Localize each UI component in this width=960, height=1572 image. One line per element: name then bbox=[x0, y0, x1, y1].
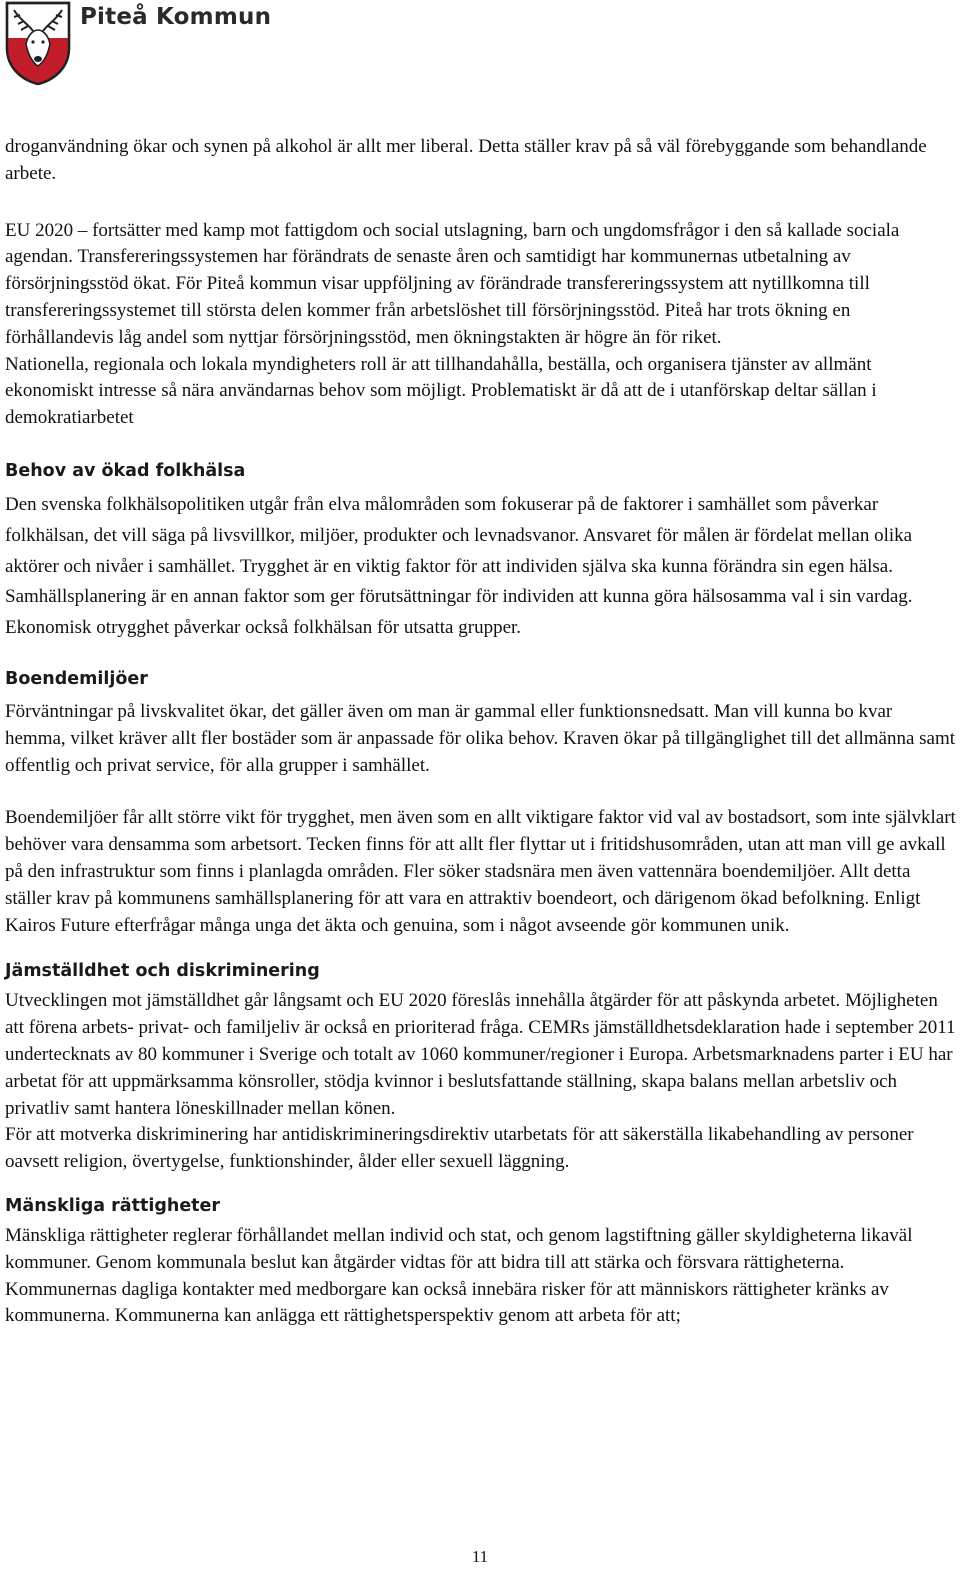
heading-boendemiljoer: Boendemiljöer bbox=[5, 668, 148, 689]
paragraph-boende-2: Boendemiljöer får allt större vikt för trygghet, men även som en allt viktigare faktor vid val av bostadsort, som inte självklart behöver vara densamma som arbetsort. Tecken finns för att allt fler flyttar ut i fritidshusområden, utan att man vill ge avkall på den infrastruktur som finns i planlagda områden. Fler söker stadsnära men även vattennära boendemiljöer. Allt detta ställer krav på kommunens samhällsplanering för att vara en attraktiv boendeort, och därigenom ökad befolkning. Enligt Kairos Future efterfrågar många unga det äkta och genuina, som i något avseende gör kommunen unik. bbox=[5, 807, 956, 936]
paragraph-intro: droganvändning ökar och synen på alkohol är allt mer liberal. Detta ställer krav på så väl förebyggande som behandlande arbete. bbox=[5, 136, 927, 184]
paragraph-jamstalldhet-2: För att motverka diskriminering har antidiskrimineringsdirektiv utarbetats för att säkerställa likabehandling av personer oavsett religion, övertygelse, funktionshinder, ålder eller sexuell läggning. bbox=[5, 1124, 914, 1173]
document-body bbox=[5, 134, 957, 1330]
page-number: 11 bbox=[471, 1547, 489, 1566]
heading-manskliga-rattigheter: Mänskliga rättigheter bbox=[5, 1195, 221, 1216]
paragraph-eu2020: EU 2020 – fortsätter med kamp mot fattigdom och social utslagning, barn och ungdomsfrågor i den så kallade sociala agendan. Transfereringssystemen har förändrats de senaste åren och samtidigt har kommunernas utbetalning av försörjningsstöd ökat. För Piteå kommun visar uppföljning av förändrade transfereringssystem att nytillkomna till transfereringssystemet till största delen kommer från arbetslöshet till försörjningsstöd. Piteå har trots ökning en förhållandevis låg andel som nyttjar försörjningsstöd, men ökningstakten är högre än för riket. bbox=[5, 219, 900, 348]
page-header bbox=[2, 0, 402, 90]
brand-name: Piteå Kommun bbox=[80, 4, 272, 30]
heading-jamstalldhet: Jämställdhet och diskriminering bbox=[5, 961, 320, 982]
paragraph-boende-1: Förväntningar på livskvalitet ökar, det gäller även om man är gammal eller funktionsnedsatt. Man vill kunna bo kvar hemma, vilket kräver allt fler bostäder som är anpassade för olika behov. Kraven ökar på tillgänglighet till det allmänna samt offentlig och privat service, för alla grupper i samhället. bbox=[5, 700, 956, 776]
paragraph-folkhalsa: Den svenska folkhälsopolitiken utgår från elva målområden som fokuserar på de faktorer i samhället som påverkar folkhälsan, det vill säga på livsvillkor, miljöer, produkter och levnadsvanor. Ansvaret för målen är fördelat mellan olika aktörer och nivåer i samhället. Trygghet är en viktig faktor för att individen själva ska kunna förändra sin egen hälsa. Samhällsplanering är en annan faktor som ger förutsättningar för individen att kunna göra hälsosamma val i sin vardag. Ekonomisk otrygghet påverkar också folkhälsan för utsatta grupper. bbox=[5, 493, 913, 639]
heading-folkhalsa: Behov av ökad folkhälsa bbox=[5, 460, 246, 481]
paragraph-manskliga-rattigheter: Mänskliga rättigheter reglerar förhållandet mellan individ och stat, och genom lagstiftning gäller skyldigheterna likaväl kommuner. Genom kommunala beslut kan åtgärder vidtas för att bidra till att stärka och försvara rättigheterna. Kommunernas dagliga kontakter med medborgare kan också innebära risker för att människors rättigheter kränks av kommunerna. Kommunerna kan anlägga ett rättighetsperspektiv genom att arbeta för att; bbox=[5, 1224, 913, 1327]
reindeer-coat-of-arms-icon bbox=[4, 0, 72, 86]
paragraph-jamstalldhet-1: Utvecklingen mot jämställdhet går långsamt och EU 2020 föreslås innehålla åtgärder för att påskynda arbetet. Möjligheten att förena arbets- privat- och familjeliv är också en prioriterad fråga. CEMRs jämställdhetsdeklaration hade i september 2011 undertecknats av 80 kommuner i Sverige och totalt av 1060 kommuner/regioner i Europa. Arbetsmarknadens parter i EU har arbetat för att uppmärksamma könsroller, stödja kvinnor i beslutsfattande ställning, skapa balans mellan arbetsliv och privatliv samt hantera löneskillnader mellan könen. bbox=[5, 990, 956, 1119]
paragraph-myndigheter: Nationella, regionala och lokala myndigheters roll är att tillhandahålla, beställa, och organisera tjänster av allmänt ekonomiskt intresse så nära användarnas behov som möjligt. Problematiskt är då att de i utanförskap deltar sällan i demokratiarbetet bbox=[5, 353, 877, 429]
